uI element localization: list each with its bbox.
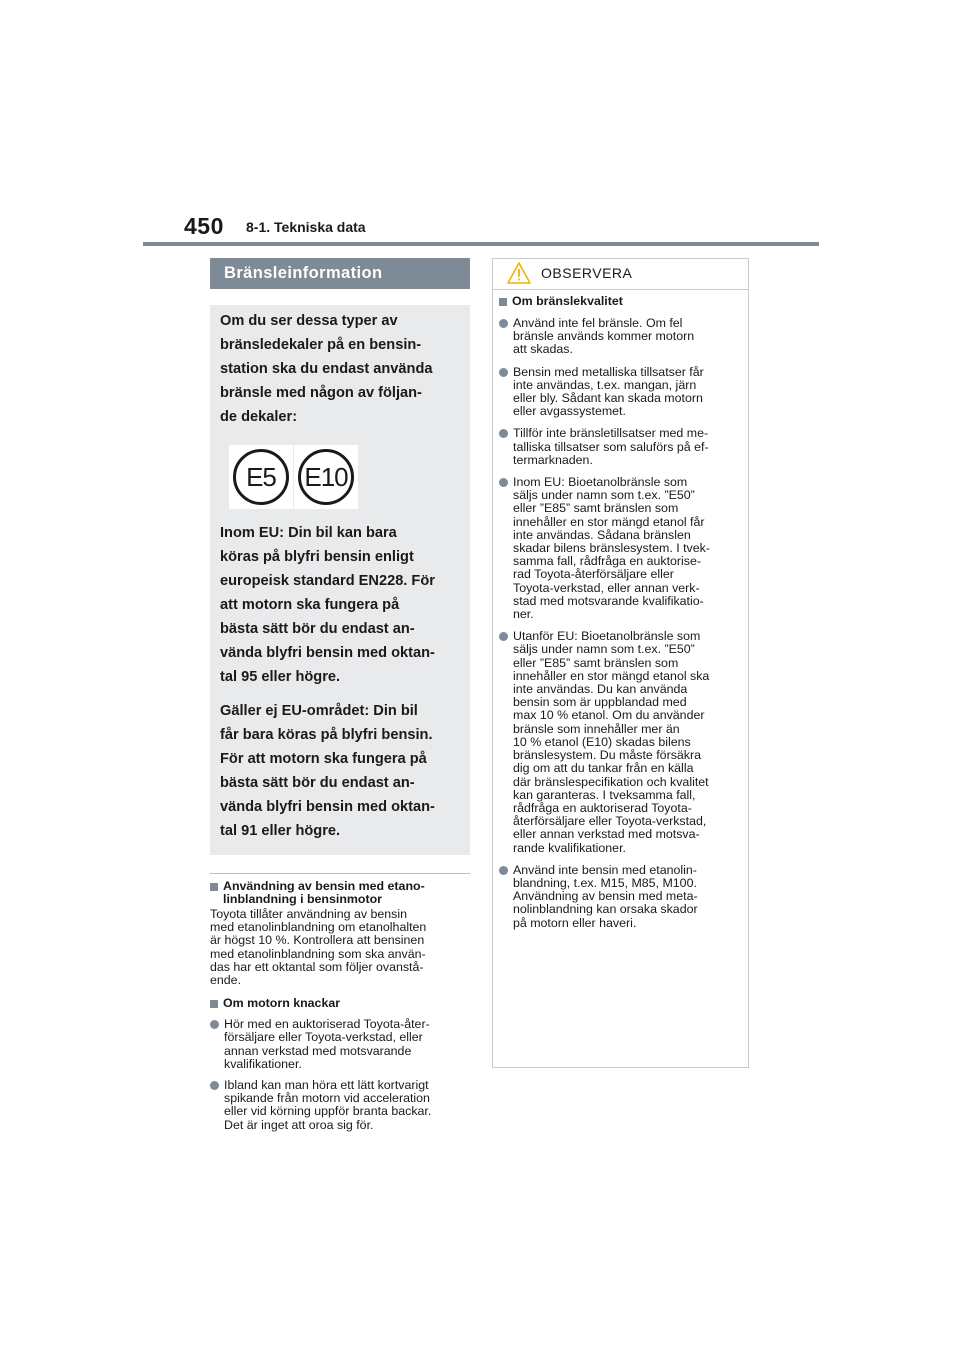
text-line: försäljare eller Toyota-verkstad, eller — [224, 1030, 423, 1045]
heading-text — [223, 880, 425, 906]
bullet-dot-icon — [499, 319, 508, 328]
text-line: innehåller en stor mängd etanol får — [513, 514, 705, 529]
text-line: är högst 10 %. Kontrollera att bensinen — [210, 933, 425, 948]
text-line: rådfråga en auktoriserad Toyota- — [513, 800, 692, 815]
text-line: Använd inte bensin med etanolin- — [513, 862, 697, 877]
text-line: ner. — [513, 607, 534, 622]
text-line: Det är inget att oroa sig för. — [224, 1117, 374, 1132]
text-line: Hör med en auktoriserad Toyota-åter- — [224, 1017, 430, 1032]
text-line: talliska tillsatser som saluförs på ef- — [513, 439, 709, 454]
text-line: tal 91 eller högre. — [220, 823, 341, 839]
square-marker-icon — [210, 1000, 218, 1008]
text-line: med etanolinblandning som ska använ- — [210, 946, 426, 961]
eu-text — [220, 521, 460, 689]
list-item — [499, 317, 740, 357]
bullet-text — [513, 630, 709, 854]
observera-header — [493, 259, 748, 290]
text-line: ende. — [210, 973, 242, 988]
text-line: bästa sätt bör du endast an- — [220, 775, 415, 791]
heading-text: Om motorn knackar — [223, 996, 341, 1011]
fuel-quality-heading — [499, 295, 740, 308]
observera-title: OBSERVERA — [541, 265, 633, 281]
text-line: max 10 % etanol. Om du använder — [513, 708, 705, 723]
text-line: Utanför EU: Bioetanolbränsle som — [513, 629, 701, 644]
page-number: 450 — [184, 213, 224, 239]
text-line: spikande från motorn vid acceleration — [224, 1091, 430, 1106]
text-line: Användning av bensin med meta- — [513, 889, 698, 904]
text-line: rande kvalifikationer. — [513, 840, 626, 855]
observera-box — [492, 258, 749, 1068]
text-line: station ska du endast använda — [220, 361, 433, 377]
text-line: Inom EU: Bioetanolbränsle som — [513, 475, 688, 490]
list-item — [499, 630, 740, 854]
text-line: bränsle används kommer motorn — [513, 329, 695, 344]
text-line: inte användas. Sådana bränslen — [513, 527, 691, 542]
text-line: Toyota-verkstad, eller annan verk- — [513, 580, 700, 595]
bullet-dot-icon — [210, 1081, 219, 1090]
text-line: tal 95 eller högre. — [220, 669, 341, 685]
text-line: innehåller en stor mängd etanol ska — [513, 668, 710, 683]
text-line: på motorn eller haveri. — [513, 915, 637, 930]
text-line: får bara köras på blyfri bensin. — [220, 727, 433, 743]
text-line: stad med motsvarande kvalifikatio- — [513, 593, 704, 608]
fuel-label-text: E5 — [233, 449, 289, 505]
e5-label-icon — [229, 445, 293, 509]
bullet-dot-icon — [499, 368, 508, 377]
text-line: säljs under namn som t.ex. ”E50” — [513, 642, 695, 657]
text-line: kvalifikationer. — [224, 1056, 302, 1071]
text-line: Toyota tillåter användning av bensin — [210, 907, 408, 921]
text-line: Om du ser dessa typer av — [220, 313, 398, 329]
text-line: med etanolinblandning om etanolhalten — [210, 920, 427, 935]
bullet-dot-icon — [499, 866, 508, 875]
heading-text: Om bränslekvalitet — [512, 294, 623, 308]
bullet-dot-icon — [499, 478, 508, 487]
square-marker-icon — [210, 883, 218, 891]
text-line: Gäller ej EU-området: Din bil — [220, 703, 418, 719]
text-line: att skadas. — [513, 342, 573, 357]
observera-body — [493, 290, 748, 930]
text-line: bästa sätt bör du endast an- — [220, 621, 415, 637]
text-line: vända blyfri bensin med oktan- — [220, 645, 435, 661]
left-column — [210, 258, 470, 1132]
list-item — [499, 476, 740, 621]
text-line: Bensin med metalliska tillsatser får — [513, 364, 704, 379]
text-line: För att motorn ska fungera på — [220, 751, 427, 767]
square-marker-icon — [499, 298, 507, 306]
text-line: Tillför inte bränsletillsatser med me- — [513, 426, 709, 441]
text-line: bränslesystem. Du måste försäkra — [513, 748, 701, 763]
bullet-text — [513, 427, 709, 467]
text-line: rad Toyota-återförsäljare eller — [513, 567, 674, 582]
bullet-text — [513, 366, 704, 419]
text-line: bränsle med någon av följan- — [220, 385, 422, 401]
list-item — [210, 1018, 470, 1071]
text-line: eller ”E85” samt bränslen som — [513, 655, 679, 670]
text-line: skadar bilens bränslesystem. I tvek- — [513, 541, 710, 556]
text-line: europeisk standard EN228. För — [220, 573, 435, 589]
list-item — [499, 864, 740, 930]
text-line: bensin som är uppblandad med — [513, 695, 687, 710]
text-line: Ibland kan man höra ett lätt kortvarigt — [224, 1078, 429, 1093]
list-item — [499, 427, 740, 467]
text-line: vända blyfri bensin med oktan- — [220, 799, 435, 815]
text-line: eller vid körning uppför branta backar. — [224, 1104, 432, 1119]
text-line: annan verkstad med motsvarande — [224, 1043, 412, 1058]
bullet-dot-icon — [499, 429, 508, 438]
bullet-text — [224, 1079, 431, 1132]
non-eu-text — [220, 699, 460, 843]
text-line: dig om att du tankar från en källa — [513, 761, 694, 776]
knock-heading — [210, 997, 470, 1010]
text-line: termarknaden. — [513, 452, 593, 467]
text-line: eller ”E85” samt bränslen som — [513, 501, 679, 516]
text-line: eller bly. Sådant kan skada motorn — [513, 391, 703, 406]
list-item — [210, 1079, 470, 1132]
bullet-dot-icon — [499, 632, 508, 641]
text-line: inte användas, t.ex. mangan, järn — [513, 377, 697, 392]
info-box-body — [210, 305, 470, 855]
text-line: där bränslespecifikation och kvalitet — [513, 774, 709, 789]
text-line: samma fall, rådfråga en auktorise- — [513, 554, 702, 569]
section-title: 8-1. Tekniska data — [246, 219, 366, 235]
text-line: eller annan verkstad med motsva- — [513, 827, 700, 842]
text-line: linblandning i bensinmotor — [223, 892, 383, 906]
text-line: Användning av bensin med etano- — [223, 879, 425, 893]
text-line: bränsle som innehåller mer än — [513, 721, 680, 736]
bullet-dot-icon — [210, 1020, 219, 1029]
text-line: att motorn ska fungera på — [220, 597, 400, 613]
intro-text — [220, 309, 460, 429]
bullet-text — [513, 864, 698, 930]
text-line: köras på blyfri bensin enligt — [220, 549, 414, 565]
list-item — [499, 366, 740, 419]
text-line: kan garanteras. I tveksamma fall, — [513, 787, 696, 802]
ethanol-paragraph — [210, 908, 470, 987]
text-line: inte användas. Du kan använda — [513, 682, 688, 697]
bullet-text — [513, 317, 694, 357]
text-line: bränsledekaler på en bensin- — [220, 337, 422, 353]
header-divider — [143, 242, 819, 246]
text-line: nolinblandning kan orsaka skador — [513, 902, 698, 917]
text-line: 10 % etanol (E10) skadas bilens — [513, 734, 691, 749]
bullet-text — [224, 1018, 430, 1071]
text-line: säljs under namn som t.ex. ”E50” — [513, 488, 695, 503]
bullet-text — [513, 476, 710, 621]
ethanol-heading — [210, 880, 470, 906]
warning-triangle-icon — [507, 262, 531, 284]
fuel-label-text: E10 — [298, 449, 354, 505]
info-box-title: Bränsleinformation — [210, 258, 470, 289]
text-line: återförsäljare eller Toyota-verkstad, — [513, 814, 707, 829]
text-line: Använd inte fel bränsle. Om fel — [513, 316, 683, 330]
text-line: eller avgassystemet. — [513, 404, 626, 419]
fuel-labels — [229, 445, 460, 509]
left-notes — [210, 873, 470, 1132]
text-line: de dekaler: — [220, 409, 298, 425]
e10-label-icon — [294, 445, 358, 509]
text-line: blandning, t.ex. M15, M85, M100. — [513, 875, 697, 890]
text-line: Inom EU: Din bil kan bara — [220, 525, 397, 541]
text-line: das har ett oktantal som följer ovanstå- — [210, 959, 424, 974]
